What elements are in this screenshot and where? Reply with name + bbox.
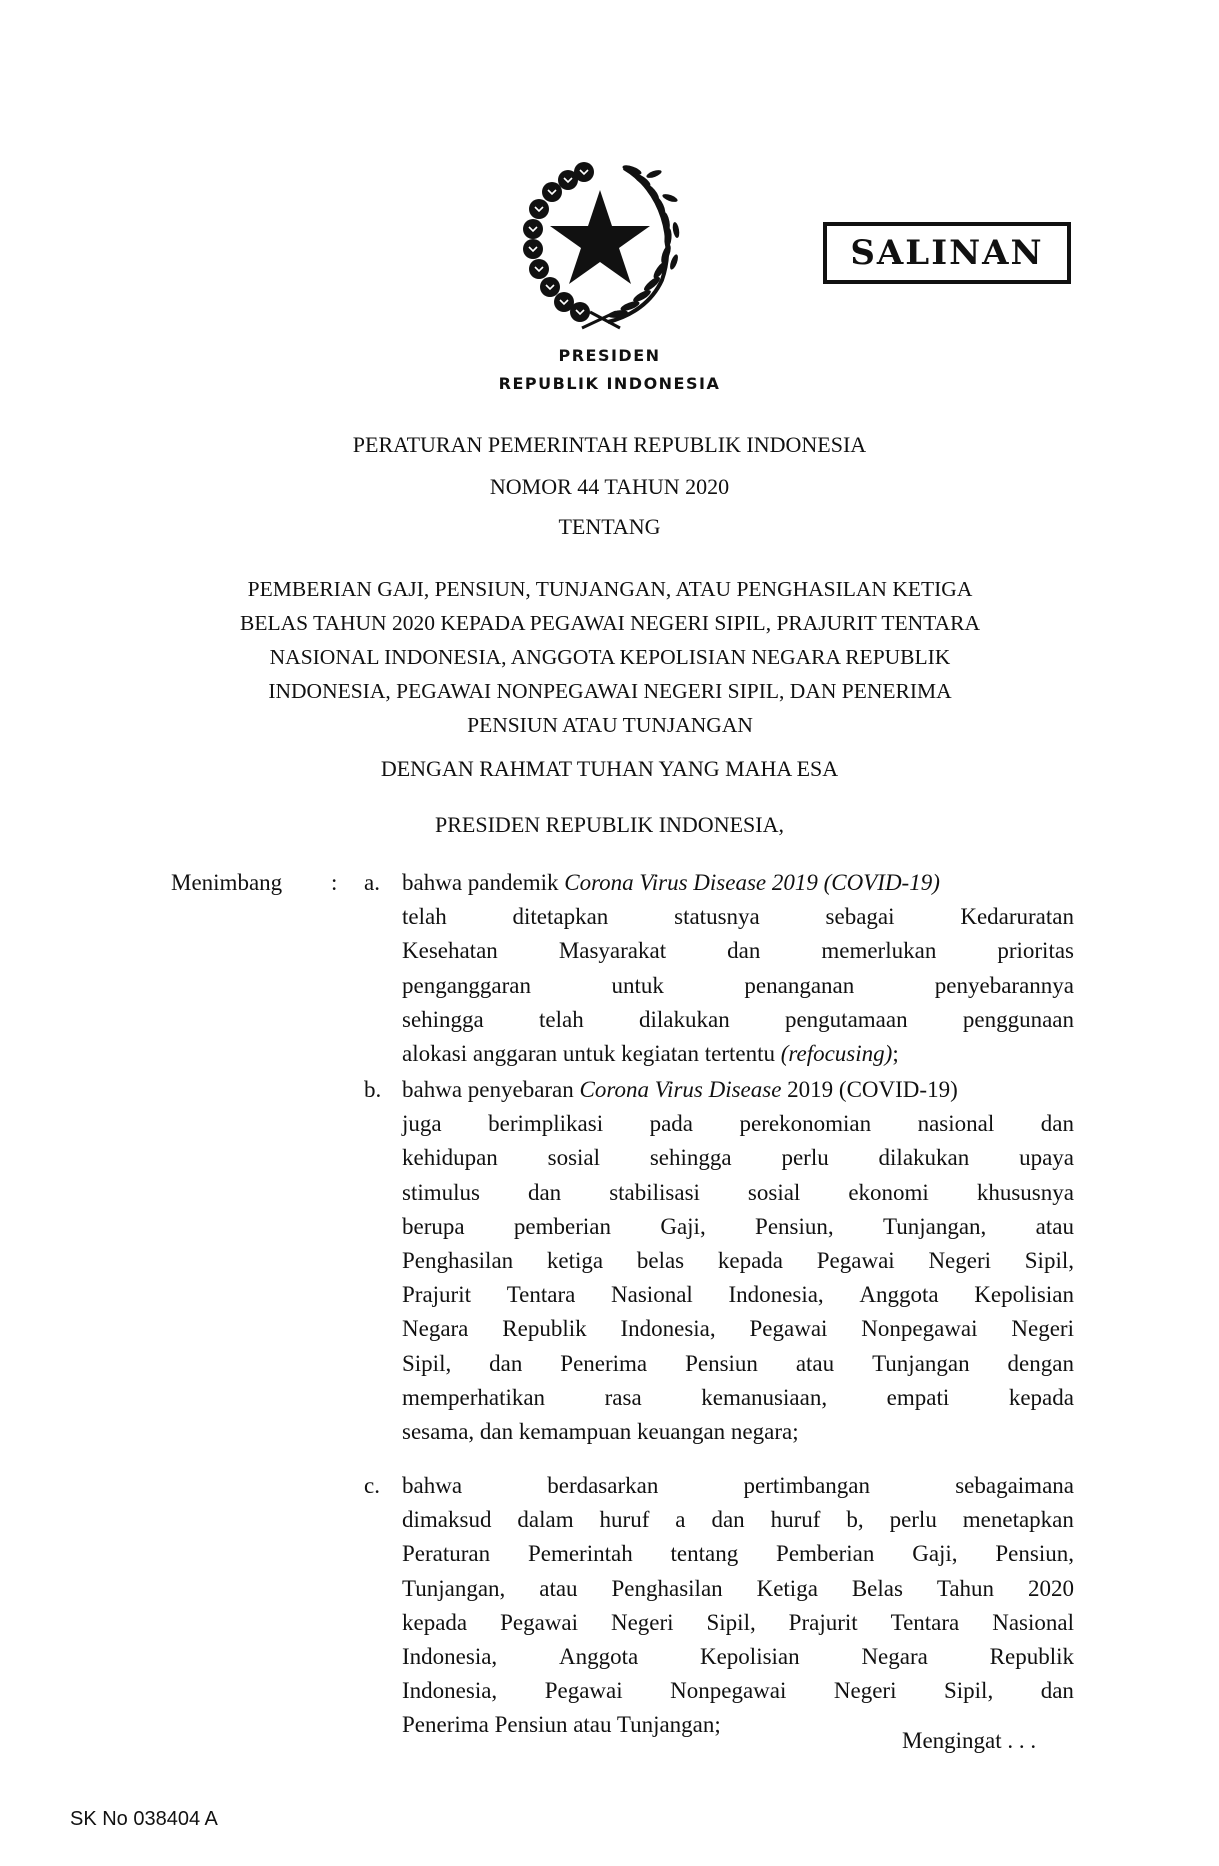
subject-line: PENSIUN ATAU TUNJANGAN [467, 713, 753, 737]
text-line: Negara Republik Indonesia, Pegawai Nonpegawai Negeri [402, 1316, 1074, 1342]
text-line: sehingga telah dilakukan pengutamaan penggunaan [402, 1006, 1074, 1032]
regulation-number: NOMOR 44 TAHUN 2020 [489, 474, 730, 499]
text-line: dimaksud dalam huruf a dan huruf b, perlu menetapkan [402, 1507, 1074, 1533]
text-line: Sipil, dan Penerima Pensiun atau Tunjangan dengan [402, 1350, 1074, 1376]
text-line: Penghasilan ketiga belas kepada Pegawai Negeri Sipil, [402, 1247, 1074, 1273]
subject-line: INDONESIA, PEGAWAI NONPEGAWAI NEGERI SIPIL, DAN PENERIMA [268, 679, 952, 703]
considerations-separator: : [331, 870, 338, 895]
text-line: Tunjangan, atau Penghasilan Ketiga Belas Tahun 2020 [402, 1575, 1074, 1601]
text-line: alokasi anggaran untuk kegiatan tertentu (refocusing); [402, 1040, 899, 1066]
text-line: sesama, dan kemampuan keuangan negara; [402, 1418, 799, 1444]
subject-line: BELAS TAHUN 2020 KEPADA PEGAWAI NEGERI SIPIL, PRAJURIT TENTARA [239, 611, 980, 635]
institution-line-1: PRESIDEN [558, 346, 661, 365]
considerations-label: Menimbang [171, 870, 283, 895]
regulation-title: PERATURAN PEMERINTAH REPUBLIK INDONESIA [352, 432, 867, 457]
about-label: TENTANG [558, 514, 661, 539]
presidential-seal-icon [512, 150, 688, 330]
authority: PRESIDEN REPUBLIK INDONESIA, [435, 812, 784, 837]
text-line: Indonesia, Pegawai Nonpegawai Negeri Sipil, dan [402, 1678, 1074, 1704]
item-letter-b: b. [364, 1077, 382, 1102]
text-line: Peraturan Pemerintah tentang Pemberian Gaji, Pensiun, [402, 1541, 1074, 1567]
text-line: bahwa pandemik Corona Virus Disease 2019 (COVID-19) [402, 870, 940, 895]
text-line: juga berimplikasi pada perekonomian nasional dan [402, 1111, 1074, 1137]
text-line: telah ditetapkan statusnya sebagai Kedaruratan [402, 904, 1074, 930]
text-line: berupa pemberian Gaji, Pensiun, Tunjangan, atau [402, 1213, 1074, 1239]
text-line: kehidupan sosial sehingga perlu dilakukan upaya [402, 1145, 1074, 1171]
text-line: penganggaran untuk penanganan penyebarannya [402, 972, 1074, 998]
text-line: Kesehatan Masyarakat dan memerlukan prioritas [402, 938, 1074, 964]
text-line: Prajurit Tentara Nasional Indonesia, Anggota Kepolisian [402, 1282, 1074, 1308]
regulation-subject [120, 572, 1100, 742]
text-line: Indonesia, Anggota Kepolisian Negara Republik [402, 1643, 1074, 1669]
invocation: DENGAN RAHMAT TUHAN YANG MAHA ESA [380, 756, 839, 781]
consideration-item-b [402, 1073, 1074, 1449]
text-line: memperhatikan rasa kemanusiaan, empati kepada [402, 1384, 1074, 1410]
salinan-stamp: SALINAN [823, 222, 1071, 284]
text-line: bahwa berdasarkan pertimbangan sebagaimana [402, 1473, 1074, 1498]
text-line: Penerima Pensiun atau Tunjangan; [402, 1712, 721, 1738]
item-letter-c: c. [364, 1473, 380, 1498]
subject-line: PEMBERIAN GAJI, PENSIUN, TUNJANGAN, ATAU PENGHASILAN KETIGA [247, 577, 973, 601]
subject-line: NASIONAL INDONESIA, ANGGOTA KEPOLISIAN NEGARA REPUBLIK [269, 645, 951, 669]
consideration-item-a [402, 866, 1074, 1071]
institution-line-2: REPUBLIK INDONESIA [498, 374, 721, 393]
sk-number: SK No 038404 A [70, 1808, 218, 1830]
item-letter-a: a. [364, 870, 380, 895]
text-line: bahwa penyebaran Corona Virus Disease 2019 (COVID-19) [402, 1077, 958, 1102]
continuation-marker: Mengingat . . . [902, 1728, 1037, 1753]
text-line: stimulus dan stabilisasi sosial ekonomi khususnya [402, 1179, 1074, 1205]
text-line: kepada Pegawai Negeri Sipil, Prajurit Tentara Nasional [402, 1609, 1074, 1635]
consideration-item-c [402, 1469, 1074, 1743]
